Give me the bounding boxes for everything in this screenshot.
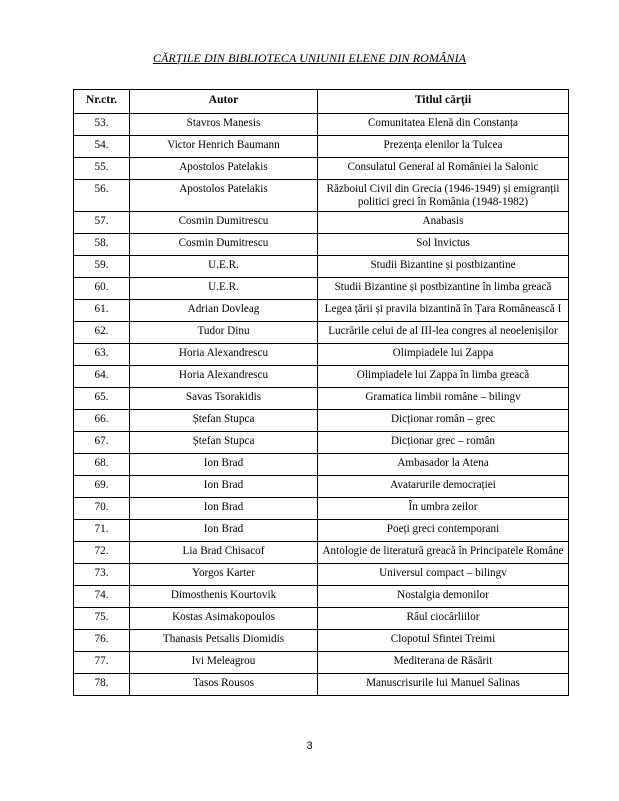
cell-title: Universul compact – bilingv xyxy=(318,564,569,586)
cell-nr: 56. xyxy=(74,180,130,212)
cell-author: Adrian Dovleag xyxy=(130,300,318,322)
cell-author: Horia Alexandrescu xyxy=(130,344,318,366)
table-body xyxy=(74,114,569,696)
table-row xyxy=(74,278,569,300)
cell-nr: 53. xyxy=(74,114,130,136)
cell-title: Consulatul General al României la Salonic xyxy=(318,158,569,180)
table-row xyxy=(74,432,569,454)
cell-nr: 73. xyxy=(74,564,130,586)
column-header-nr: Nr.ctr. xyxy=(74,90,130,114)
table-row xyxy=(74,256,569,278)
table-row xyxy=(74,366,569,388)
cell-author: Ion Brad xyxy=(130,498,318,520)
cell-author: Ivi Meleagrou xyxy=(130,652,318,674)
table-row xyxy=(74,564,569,586)
cell-nr: 59. xyxy=(74,256,130,278)
cell-nr: 62. xyxy=(74,322,130,344)
cell-title: Războiul Civil din Grecia (1946-1949) și emigranții politici greci în România (1948-1982) xyxy=(318,180,569,212)
cell-title: Comunitatea Elenă din Constanța xyxy=(318,114,569,136)
cell-title: Studii Bizantine și postbizantine xyxy=(318,256,569,278)
cell-author: Apostolos Patelakis xyxy=(130,158,318,180)
table-row xyxy=(74,136,569,158)
page-title: CĂRȚILE DIN BIBLIOTECA UNIUNII ELENE DIN ROMÂNIA xyxy=(152,51,467,65)
table-row xyxy=(74,630,569,652)
table-row xyxy=(74,674,569,696)
cell-nr: 61. xyxy=(74,300,130,322)
table-row xyxy=(74,388,569,410)
table-row xyxy=(74,652,569,674)
table-row xyxy=(74,158,569,180)
cell-author: U.E.R. xyxy=(130,256,318,278)
cell-title: În umbra zeilor xyxy=(318,498,569,520)
table-row xyxy=(74,322,569,344)
cell-title: Anabasis xyxy=(318,212,569,234)
cell-title: Studii Bizantine și postbizantine în limba greacă xyxy=(318,278,569,300)
table-header-row xyxy=(74,90,569,114)
cell-title: Dicționar grec – român xyxy=(318,432,569,454)
cell-title: Prezența elenilor la Tulcea xyxy=(318,136,569,158)
cell-nr: 65. xyxy=(74,388,130,410)
cell-title: Sol Invictus xyxy=(318,234,569,256)
cell-nr: 71. xyxy=(74,520,130,542)
cell-author: Horia Alexandrescu xyxy=(130,366,318,388)
cell-title: Avatarurile democrației xyxy=(318,476,569,498)
table-row xyxy=(74,180,569,212)
cell-author: Apostolos Patelakis xyxy=(130,180,318,212)
cell-nr: 55. xyxy=(74,158,130,180)
table-row xyxy=(74,114,569,136)
page-number: 3 xyxy=(306,740,313,752)
cell-nr: 63. xyxy=(74,344,130,366)
books-table xyxy=(73,89,569,696)
cell-nr: 75. xyxy=(74,608,130,630)
cell-nr: 72. xyxy=(74,542,130,564)
cell-nr: 74. xyxy=(74,586,130,608)
cell-nr: 67. xyxy=(74,432,130,454)
cell-author: Tudor Dinu xyxy=(130,322,318,344)
cell-nr: 76. xyxy=(74,630,130,652)
table-row xyxy=(74,520,569,542)
cell-author: Ion Brad xyxy=(130,454,318,476)
cell-author: Ion Brad xyxy=(130,520,318,542)
cell-nr: 77. xyxy=(74,652,130,674)
cell-author: Lia Brad Chisacof xyxy=(130,542,318,564)
cell-title: Olimpiadele lui Zappa în limba greacă xyxy=(318,366,569,388)
table-row xyxy=(74,410,569,432)
column-header-title: Titlul cărţii xyxy=(318,90,569,114)
cell-nr: 70. xyxy=(74,498,130,520)
cell-nr: 78. xyxy=(74,674,130,696)
cell-author: Savas Tsorakidis xyxy=(130,388,318,410)
cell-nr: 57. xyxy=(74,212,130,234)
cell-nr: 60. xyxy=(74,278,130,300)
cell-title: Lucrările celui de al III-lea congres al neoelenișilor xyxy=(318,322,569,344)
cell-author: Kostas Asimakopoulos xyxy=(130,608,318,630)
cell-title: Râul ciocârliilor xyxy=(318,608,569,630)
cell-author: Ion Brad xyxy=(130,476,318,498)
cell-nr: 66. xyxy=(74,410,130,432)
cell-title: Legea țării și pravila bizantină în Țara Românească I xyxy=(318,300,569,322)
cell-author: Dimosthenis Kourtovik xyxy=(130,586,318,608)
table-row xyxy=(74,542,569,564)
cell-title: Clopotul Sfintei Treimi xyxy=(318,630,569,652)
cell-title: Poeți greci contemporani xyxy=(318,520,569,542)
table-row xyxy=(74,476,569,498)
table-row xyxy=(74,234,569,256)
table-row xyxy=(74,586,569,608)
cell-title: Ambasador la Atena xyxy=(318,454,569,476)
cell-author: Tasos Rousos xyxy=(130,674,318,696)
column-header-author: Autor xyxy=(130,90,318,114)
cell-author: Victor Henrich Baumann xyxy=(130,136,318,158)
table-row xyxy=(74,300,569,322)
table-row xyxy=(74,454,569,476)
cell-title: Olimpiadele lui Zappa xyxy=(318,344,569,366)
cell-author: Stavros Manesis xyxy=(130,114,318,136)
cell-nr: 68. xyxy=(74,454,130,476)
table-row xyxy=(74,344,569,366)
cell-author: Yorgos Karter xyxy=(130,564,318,586)
cell-nr: 64. xyxy=(74,366,130,388)
cell-title: Nostalgia demonilor xyxy=(318,586,569,608)
table-row xyxy=(74,212,569,234)
cell-nr: 58. xyxy=(74,234,130,256)
cell-author: Ștefan Stupca xyxy=(130,432,318,454)
cell-title: Manuscrisurile lui Manuel Salinas xyxy=(318,674,569,696)
cell-author: Ștefan Stupca xyxy=(130,410,318,432)
cell-nr: 54. xyxy=(74,136,130,158)
cell-author: U.E.R. xyxy=(130,278,318,300)
cell-title: Antologie de literatură greacă în Principatele Române xyxy=(318,542,569,564)
cell-author: Cosmin Dumitrescu xyxy=(130,212,318,234)
table-row xyxy=(74,498,569,520)
cell-title: Gramatica limbii române – bilingv xyxy=(318,388,569,410)
cell-author: Thanasis Petsalis Diomidis xyxy=(130,630,318,652)
cell-nr: 69. xyxy=(74,476,130,498)
cell-author: Cosmin Dumitrescu xyxy=(130,234,318,256)
cell-title: Dicționar român – grec xyxy=(318,410,569,432)
table-row xyxy=(74,608,569,630)
cell-title: Mediterana de Răsărit xyxy=(318,652,569,674)
